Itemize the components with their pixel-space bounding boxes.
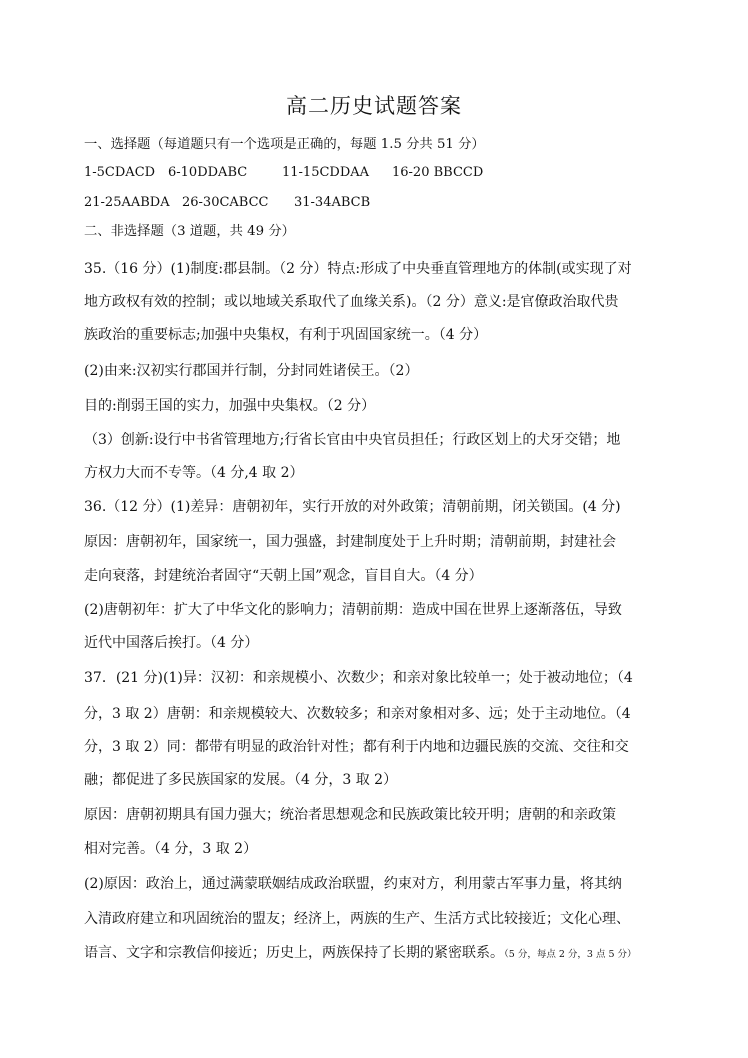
text-line: 走向衰落，封建统治者固守“天朝上国”观念，盲目自大。（4 分）	[84, 568, 483, 584]
scoring-note: （5 分，每点 2 分，3 点 5 分）	[504, 949, 637, 960]
section2-header: 二、非选择题（3 道题，共 49 分）	[84, 224, 295, 239]
answer-group: 26-30CABCC	[182, 195, 269, 210]
text-line: 近代中国落后挨打。（4 分）	[84, 635, 259, 651]
answer-group: 1-5CDACD	[84, 165, 156, 180]
text-line: 分，3 取 2）同：都带有明显的政治针对性；都有利于内地和边疆民族的交流、交往和交	[84, 739, 629, 755]
answer-group: 16-20 BBCCD	[392, 165, 484, 180]
answers-row-1	[84, 163, 483, 183]
text-line-last	[84, 943, 637, 965]
text-line-main: 语言、文字和宗教信仰接近；历史上，两族保持了长期的紧密联系。	[84, 945, 504, 961]
text-line: 原因：唐朝初年，国家统一，国力强盛，封建制度处于上升时期；清朝前期，封建社会	[84, 534, 616, 550]
section1-header: 一、选择题（每道题只有一个选项是正确的，每题 1.5 分共 51 分）	[84, 137, 485, 152]
text-line: 35.（16 分）(1)制度:郡县制。（2 分）特点:形成了中央垂直管理地方的体制(或实现了对	[84, 261, 632, 277]
answer-group: 21-25AABDA	[84, 195, 170, 210]
answer-group: 6-10DDABC	[168, 165, 248, 180]
answers-row-2	[84, 193, 370, 213]
text-line: 相对完善。（4 分，3 取 2）	[84, 841, 258, 857]
text-line: （3）创新:设行中书省管理地方;行省长官由中央官员担任；行政区划上的犬牙交错；地	[84, 432, 621, 448]
text-line: 36.（12 分）(1)差异：唐朝初年，实行开放的对外政策；清朝前期，闭关锁国。(4 分)	[84, 499, 621, 515]
text-line: 分，3 取 2）唐朝：和亲规模较大、次数较多；和亲对象相对多、远；处于主动地位。（4	[84, 706, 631, 722]
text-line: (2)由来:汉初实行郡国并行制，分封同姓诸侯王。（2）	[84, 363, 419, 379]
text-line: 融；都促进了多民族国家的发展。（4 分，3 取 2）	[84, 772, 398, 788]
text-line: 37．(21 分)(1)异：汉初：和亲规模小、次数少；和亲对象比较单一；处于被动地位；（4	[84, 670, 633, 686]
text-line: 地方政权有效的控制；或以地域关系取代了血缘关系)。（2 分）意义:是官僚政治取代贵	[84, 294, 619, 310]
answer-group: 11-15CDDAA	[282, 165, 370, 180]
text-line: (2)唐朝初年：扩大了中华文化的影响力；清朝前期：造成中国在世界上逐渐落伍，导致	[84, 602, 622, 618]
text-line: 目的:削弱王国的实力，加强中央集权。（2 分）	[84, 398, 376, 414]
text-line: 入清政府建立和巩固统治的盟友；经济上，两族的生产、生活方式比较接近；文化心理、	[84, 911, 630, 927]
answer-group: 31-34ABCB	[294, 195, 371, 210]
text-line: (2)原因：政治上，通过满蒙联姻结成政治联盟，约束对方，利用蒙古军事力量，将其纳	[84, 876, 622, 892]
text-line: 族政治的重要标志;加强中央集权，有利于巩固国家统一。（4 分）	[84, 327, 488, 343]
text-line: 方权力大而不专等。（4 分,4 取 2）	[84, 465, 304, 481]
page-title: 高二历史试题答案	[286, 94, 462, 118]
text-line: 原因：唐朝初期具有国力强大；统治者思想观念和民族政策比较开明；唐朝的和亲政策	[84, 807, 616, 823]
